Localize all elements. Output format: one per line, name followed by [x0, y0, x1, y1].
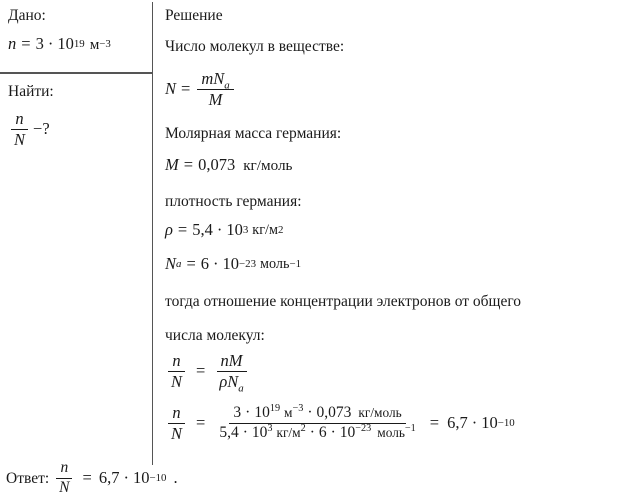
given-symbol-n: n — [8, 34, 17, 53]
ratio-rhs-den-rho: ρ — [219, 371, 228, 391]
final-den-unit2-exponent: −1 — [404, 422, 416, 434]
ratio-rhs-numerator — [217, 352, 247, 372]
solution-step3-formula: ρ = 5,4 · 10 3 кг/м 2 — [165, 220, 284, 239]
ratio-equals: = — [196, 361, 206, 381]
find-heading: Найти: — [8, 83, 54, 100]
given-base: 10 — [57, 34, 74, 53]
molar-mass-symbol: M — [165, 155, 179, 174]
final-num-mantissa: 3 — [233, 404, 242, 422]
final-den-unit2: моль — [377, 424, 405, 440]
final-num-value2: 0,073 — [316, 404, 352, 422]
solution-step1-text: Число молекул в веществе: — [165, 38, 345, 55]
final-den-unit-exponent: 2 — [300, 422, 306, 434]
final-num-exponent: 19 — [269, 402, 281, 414]
final-fraction-rhs — [215, 402, 419, 442]
avogadro-mantissa: 6 — [200, 254, 210, 273]
solution-step6-formula: $\frac{n}{N}$ = $\frac{3 \cdot 10^{19} м^{-3} \cdot 0,073 кг/моль}{5,4 \cdot 10^3 кг/м^2 \cdot 6 \cdot 10^{-23} моль^{-1}}$ = 6,7 · 10 −10 — [165, 404, 515, 443]
answer-numerator: n — [56, 460, 72, 479]
find-denominator: N — [14, 129, 26, 149]
avogadro-base: 10 — [222, 254, 240, 273]
final-num-dot2: · — [307, 404, 313, 422]
molar-mass-equals: = — [183, 155, 194, 174]
molar-mass-unit: кг/моль — [243, 156, 293, 174]
final-num-base: 10 — [254, 404, 270, 422]
final-equals: = — [196, 413, 206, 433]
solution-step5-text-line1: тогда отношение концентрации электронов от общего — [165, 293, 522, 310]
formula-num-m: m — [201, 69, 214, 88]
ratio-rhs-num-M: M — [228, 351, 243, 370]
avogadro-symbol-N: N — [165, 254, 177, 273]
density-unit: кг/м — [252, 222, 278, 239]
final-result-dot: · — [471, 413, 478, 433]
solution-step2-formula — [165, 157, 292, 174]
final-num-unit: м — [284, 405, 293, 421]
final-num-unit-exponent: −3 — [292, 402, 304, 414]
ratio-lhs-numerator: n — [168, 352, 184, 372]
find-question-suffix: −? — [33, 119, 50, 139]
given-dot: · — [47, 34, 54, 53]
final-rhs-numerator — [229, 402, 405, 424]
final-lhs-denominator: N — [171, 423, 183, 443]
final-den-dot1: · — [242, 423, 248, 441]
given-mantissa: 3 — [35, 34, 44, 53]
ratio-rhs-den-N: N — [227, 371, 239, 391]
answer-equals: = — [82, 468, 92, 487]
answer-base: 10 — [132, 468, 150, 487]
final-den-unit: кг/м — [276, 424, 301, 440]
solution-step3-text: плотность германия: — [165, 193, 302, 210]
answer-denominator: N — [59, 478, 70, 496]
given-heading: Дано: — [8, 7, 46, 24]
solution-step4-formula: N a = 6 · 10 −23 моль −1 — [165, 254, 302, 273]
formula-numerator — [197, 70, 233, 90]
answer-mantissa: 6,7 — [98, 468, 120, 487]
solution-step2-text: Молярная масса германия: — [165, 125, 342, 142]
final-num-unit2: кг/моль — [358, 405, 402, 421]
answer-fraction — [55, 460, 73, 497]
density-symbol-rho: ρ — [165, 220, 173, 239]
final-result-base: 10 — [481, 413, 498, 433]
final-den-dot3: · — [330, 423, 336, 441]
solution-step5-text-line2: числа молекул: — [165, 327, 265, 344]
ratio-rhs-denominator — [215, 371, 247, 395]
solution-step1-formula — [165, 70, 236, 109]
final-den-base: 10 — [251, 423, 268, 441]
find-fraction — [10, 110, 29, 149]
answer-dot: · — [123, 468, 129, 487]
final-den-exponent: 3 — [267, 422, 273, 434]
given-find-divider-horizontal — [0, 72, 152, 74]
solution-heading: Решение — [165, 7, 223, 24]
find-expression — [8, 110, 50, 149]
column-divider-vertical — [152, 2, 153, 465]
formula-fraction-N — [197, 70, 233, 109]
solution-step5-formula — [165, 351, 250, 395]
density-dot: · — [216, 220, 223, 239]
given-unit: м — [89, 35, 100, 53]
avogadro-unit: моль — [260, 256, 290, 273]
final-fraction-lhs — [167, 404, 186, 443]
final-den-exponent2: −23 — [355, 422, 372, 434]
final-den-mantissa: 5,4 — [219, 423, 239, 441]
final-lhs-numerator: n — [168, 404, 184, 424]
answer-row: Ответ: $\frac{n}{N}$ = 6,7 · 10 −10 . — [6, 459, 178, 496]
final-den-dot2: · — [309, 423, 315, 441]
ratio-rhs-num-n: n — [220, 351, 229, 370]
final-result-equals: = — [429, 413, 440, 433]
final-result-mantissa: 6,7 — [447, 413, 468, 433]
formula-equals: = — [181, 79, 191, 99]
final-den-base2: 10 — [339, 423, 356, 441]
formula-num-sub-a: a — [224, 79, 230, 92]
ratio-fraction-lhs — [167, 352, 186, 391]
answer-period: . — [173, 468, 178, 487]
formula-den-M: M — [208, 89, 223, 109]
avogadro-dot: · — [213, 254, 219, 273]
density-equals: = — [177, 220, 188, 239]
formula-lhs-N: N — [165, 79, 177, 99]
ratio-rhs-den-sub-a: a — [238, 382, 244, 395]
ratio-lhs-denominator: N — [171, 371, 183, 391]
final-num-dot1: · — [245, 404, 251, 422]
find-numerator: n — [11, 110, 27, 130]
given-equals: = — [21, 34, 31, 53]
given-value-n: n = 3 · 10 19 м −3 — [8, 34, 111, 53]
answer-label: Ответ: — [6, 469, 50, 487]
final-rhs-denominator — [215, 424, 419, 442]
final-den-value2: 6 — [318, 423, 327, 441]
molar-mass-value: 0,073 — [198, 155, 236, 174]
density-base: 10 — [226, 220, 243, 239]
formula-num-N: N — [213, 69, 225, 88]
density-mantissa: 5,4 — [192, 220, 213, 239]
ratio-fraction-rhs — [215, 351, 247, 395]
avogadro-equals: = — [186, 254, 196, 273]
